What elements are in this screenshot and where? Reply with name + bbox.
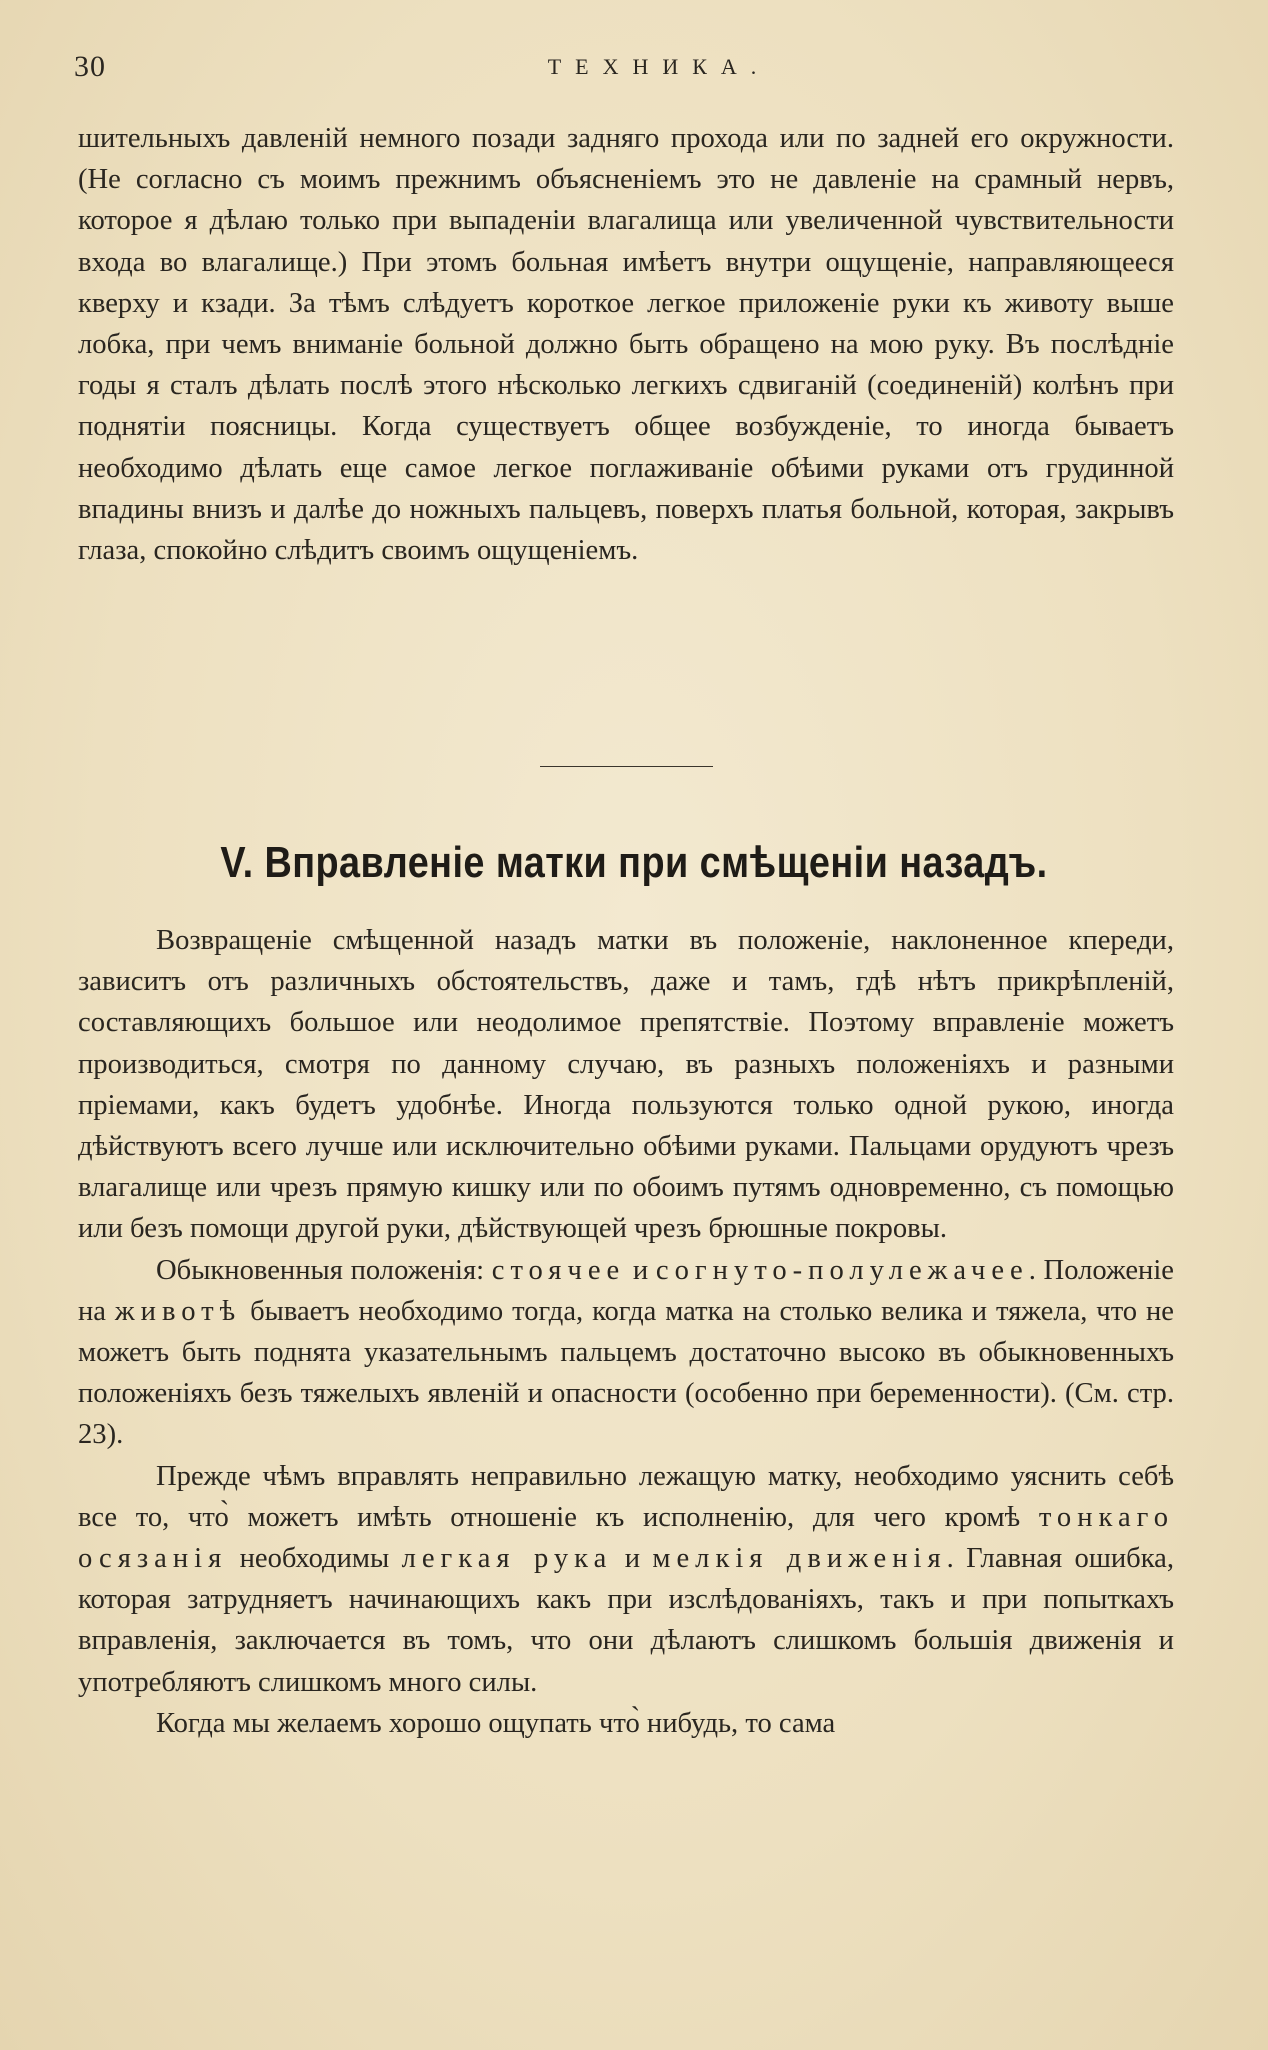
- text-run: Обыкновенныя положенія:: [156, 1254, 492, 1286]
- emphasized-text: согнуто-полулежачее: [655, 1254, 1029, 1286]
- text-run: . Главная ошибка, которая затрудняетъ начинающихъ какъ при изслѣдованіяхъ, такъ и при попыткахъ вправленія, заключается въ томъ, что они дѣлаютъ слишкомъ большія движенія и употребляютъ слишкомъ много силы.: [78, 1543, 1174, 1698]
- emphasized-text: тонкаго осязанія: [78, 1501, 1174, 1575]
- page-number: 30: [74, 50, 106, 83]
- paragraph-2: [78, 1250, 1174, 1456]
- paragraph-text: шительныхъ давленій немного позади задняго прохода или по задней его окружности. (Не согласно съ моимъ прежнимъ объясненіемъ это не давленіе на срамный нервъ, которое я дѣлаю только при выпаденіи влагалища или увеличенной чувствительности входа во влагалище.) При этомъ больная имѣетъ внутри ощущеніе, направляющееся кверху и кзади. За тѣмъ слѣдуетъ короткое легкое приложеніе руки къ животу выше лобка, при чемъ вниманіе больной должно быть обращено на мою руку. Въ послѣдніе годы я сталъ дѣлать послѣ этого нѣсколько легкихъ сдвиганій (соединеній) колѣнъ при поднятіи поясницы. Когда существуетъ общее возбужденіе, то иногда бываетъ необходимо дѣлать еще самое легкое поглаживаніе обѣими руками отъ грудинной впадины внизъ и далѣе до ножныхъ пальцевъ, поверхъ платья больной, которая, закрывъ глаза, спокойно слѣдитъ своимъ ощущеніемъ.: [78, 123, 1174, 567]
- paragraph-1: Возвращеніе смѣщенной назадъ матки въ положеніе, наклоненное кпереди, зависитъ отъ различныхъ обстоятельствъ, даже и тамъ, гдѣ нѣтъ прикрѣпленій, составляющихъ большое или неодолимое препятствіе. Поэтому вправленіе можетъ производиться, смотря по данному случаю, въ разныхъ положеніяхъ и разными пріемами, какъ будетъ удобнѣе. Иногда пользуются только одной рукою, иногда дѣйствуютъ всего лучше или исключительно обѣими руками. Пальцами орудуютъ чрезъ влагалище или чрезъ прямую кишку или по обоимъ путямъ одновременно, съ помощью или безъ помощи другой руки, дѣйствующей чрезъ брюшные покровы.: [78, 925, 1174, 1245]
- text-run: и: [612, 1543, 653, 1575]
- emphasized-text: легкая рука: [401, 1543, 613, 1575]
- running-title: ТЕХНИКА.: [547, 54, 771, 79]
- emphasized-text: стоячее: [491, 1254, 626, 1286]
- section-title: V. Вправленіе матки при смѣщеніи назадъ.: [220, 838, 1048, 887]
- emphasized-text: мелкія движенія: [652, 1543, 947, 1575]
- text-run: необходимы: [227, 1543, 402, 1575]
- emphasized-text: животѣ: [114, 1295, 242, 1327]
- text-run: и: [625, 1254, 656, 1286]
- continued-paragraph: [78, 118, 1174, 571]
- section-body: [78, 920, 1174, 1744]
- page-header: [74, 50, 1184, 90]
- text-run: бываетъ необходимо тогда, когда матка на столько велика и тяжела, что не можетъ быть поднята указательнымъ пальцемъ достаточно высоко въ обыкновенныхъ положеніяхъ безъ тяжелыхъ явленій и опасности (особенно при беременности). (См. стр. 23).: [78, 1295, 1174, 1451]
- text-run: Прежде чѣмъ вправлять неправильно лежащую матку, необходимо уяснить себѣ все то, что̀ можетъ имѣть отношеніе къ исполненію, для чего кромѣ: [78, 1460, 1174, 1533]
- section-divider: [540, 766, 713, 767]
- text-run: . Положеніе на: [78, 1254, 1174, 1327]
- paragraph-4: Когда мы желаемъ хорошо ощупать что̀ нибудь, то сама: [156, 1707, 836, 1739]
- paragraph-3: [78, 1456, 1174, 1703]
